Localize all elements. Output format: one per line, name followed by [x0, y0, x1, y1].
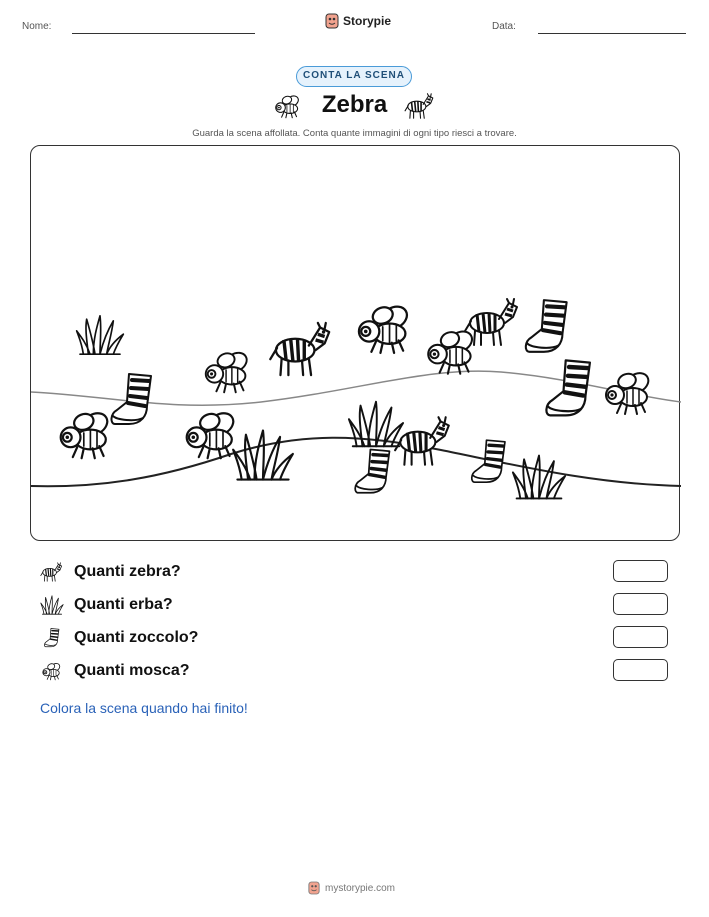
- question-label: Quanti zebra?: [74, 563, 181, 580]
- grass-2: [233, 430, 293, 479]
- answer-box-hoof[interactable]: [613, 626, 668, 648]
- question-label: Quanti erba?: [74, 596, 173, 613]
- fly-icon: [40, 660, 64, 682]
- fly-3: [428, 327, 475, 373]
- counting-scene[interactable]: [30, 145, 680, 541]
- question-zebra: [40, 560, 670, 586]
- instructions: Guarda la scena affollata. Conta quante immagini di ogni tipo riesci a trovare.: [192, 128, 517, 139]
- fly-6: [606, 369, 652, 414]
- hoof-2: [546, 360, 589, 415]
- site-url: mystorypie.com: [325, 882, 396, 894]
- coloring-note: Colora la scena quando hai finito!: [40, 700, 248, 716]
- hoof-icon: [40, 627, 64, 649]
- answer-box-zebra[interactable]: [613, 560, 668, 582]
- hoof-4: [355, 449, 389, 492]
- question-label: Quanti zoccolo?: [74, 629, 199, 646]
- name-field[interactable]: [72, 33, 255, 34]
- hoof-5: [472, 440, 505, 482]
- storypie-mascot-icon: [325, 13, 339, 29]
- activity-badge: CONTA LA SCENA: [296, 66, 412, 87]
- fly-2: [359, 302, 411, 353]
- fly-5: [187, 409, 237, 458]
- hoof-1: [526, 300, 567, 352]
- question-grass: [40, 593, 670, 619]
- name-label: Nome:: [22, 21, 52, 32]
- grass-4: [513, 456, 565, 499]
- page-title: Zebra: [321, 91, 388, 118]
- question-label: Quanti mosca?: [74, 662, 190, 679]
- storypie-mascot-icon: [308, 881, 320, 895]
- grass-1: [77, 316, 124, 354]
- hoof-3: [111, 374, 151, 424]
- brand-name: Storypie: [343, 14, 392, 28]
- scene-illustration: [31, 146, 681, 542]
- fly-4: [61, 409, 111, 458]
- site-footer: [308, 881, 395, 895]
- question-fly: [40, 659, 670, 685]
- grass-3: [349, 402, 403, 446]
- date-field[interactable]: [538, 33, 686, 34]
- zebra-icon: [404, 92, 436, 120]
- zebra-icon: [40, 561, 64, 583]
- answer-box-fly[interactable]: [613, 659, 668, 681]
- question-hoof: [40, 626, 670, 652]
- zebra-1: [270, 323, 329, 375]
- grass-icon: [40, 594, 64, 616]
- date-label: Data:: [492, 21, 516, 32]
- fly-1: [206, 349, 250, 392]
- storypie-logo: [325, 13, 391, 29]
- answer-box-grass[interactable]: [613, 593, 668, 615]
